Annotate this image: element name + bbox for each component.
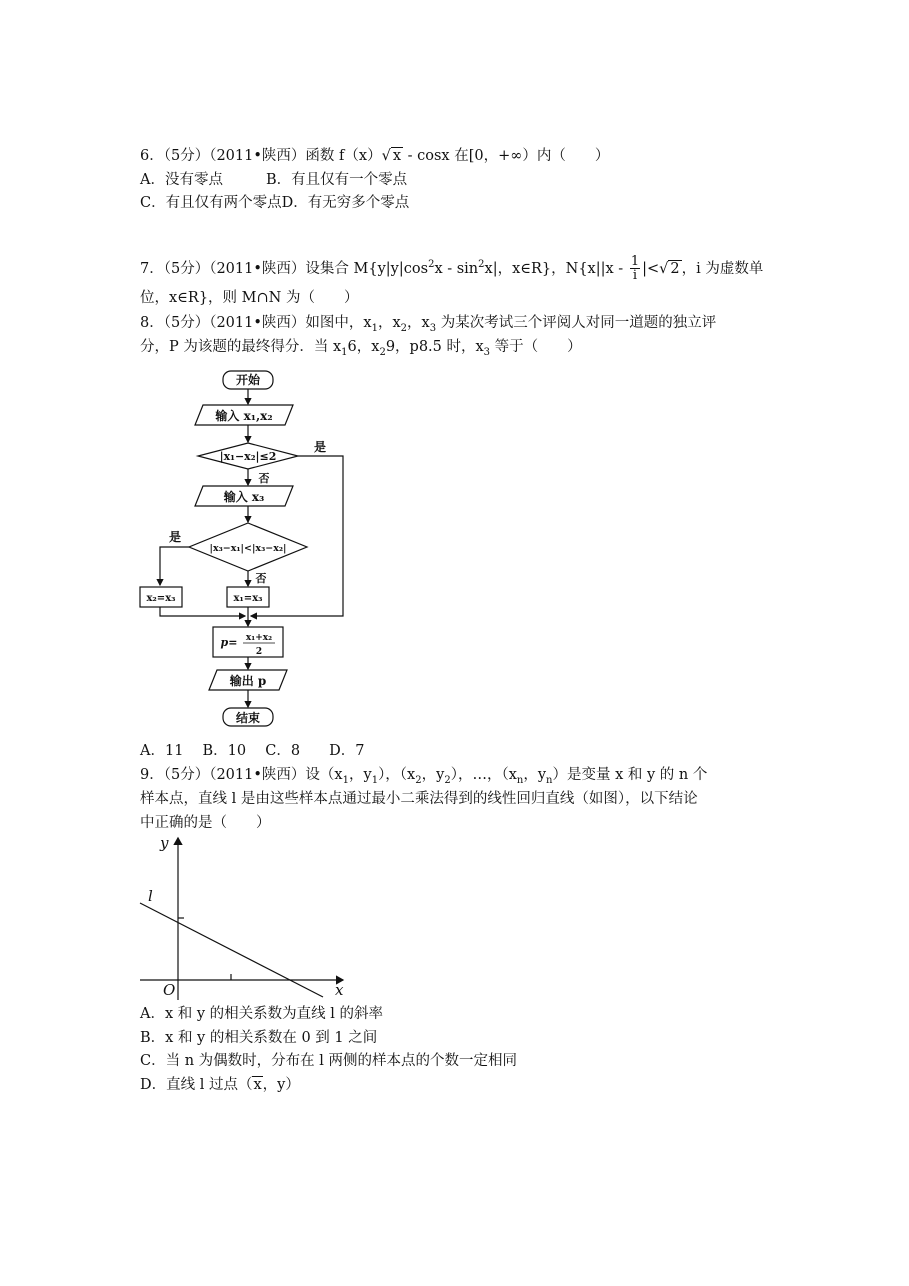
q6-stem-a: 函数 f（x） <box>305 148 382 164</box>
q7-stem-e: ，i 为虚数单 <box>681 260 764 277</box>
q9-opt-d-b: ， <box>262 1077 278 1093</box>
q8-sub1: 1 <box>371 322 378 334</box>
flow-assign-right-text: x₁=x₃ <box>233 593 263 604</box>
q9-stem-e: ），…，（x <box>450 767 517 783</box>
q9-sub6: n <box>546 774 553 786</box>
q8-line2-d: 等于（ ） <box>490 339 582 355</box>
q9-number: 9． <box>140 767 164 783</box>
q9-opt-d-a: D．直线 l 过点（ <box>140 1077 253 1093</box>
q9-source: （5分）（2011•陕西） <box>163 767 306 783</box>
q8-sub2: 2 <box>400 322 408 334</box>
q6-stem <box>140 146 609 166</box>
q9-sub2: 1 <box>371 774 379 786</box>
q8-stem-line2 <box>140 337 582 363</box>
q6-option-d[interactable]: D．有无穷多个零点 <box>281 195 410 211</box>
q8-stem-b: ，x <box>377 315 401 331</box>
q8-stem-c: ，x <box>407 315 430 331</box>
flow-cond2-text: |x₃−x₁|<|x₃−x₂| <box>209 543 287 554</box>
q9-stem-d: ，y <box>421 767 445 783</box>
q7-fraction <box>630 255 640 282</box>
q7-stem-c: x|，x∈R}，N{x||x - <box>484 260 628 277</box>
flow-formula-p: p= <box>220 636 238 649</box>
flow-start-text: 开始 <box>235 373 261 387</box>
q9-stem-g: ）是变量 x 和 y 的 n 个 <box>552 767 708 783</box>
q6-options-row1 <box>140 170 407 190</box>
q7-stem-d: |< <box>642 260 660 277</box>
q9-sub1: 1 <box>342 774 349 786</box>
q7-sup2: 2 <box>478 259 485 270</box>
q9-opt-d-xbar: x <box>253 1077 262 1093</box>
q9-sub5: n <box>516 774 524 786</box>
q7-source: （5分）（2011•陕西） <box>163 260 306 277</box>
q8-line2-b: 6，x <box>347 339 380 355</box>
q6-number: 6． <box>140 148 164 164</box>
q9-opt-d-c: ） <box>285 1077 300 1093</box>
q6-option-c[interactable]: C．有且仅有两个零点 <box>140 195 282 211</box>
q7-number: 7． <box>140 260 164 277</box>
q8-stem-d: 为某次考试三个评阅人对同一道题的独立评 <box>436 315 717 331</box>
q7-stem <box>140 252 763 282</box>
q6-radicand: x <box>392 148 402 164</box>
q8-line2-c: 9，p8.5 时，x <box>385 339 484 355</box>
flow-formula-num: x₁+x₂ <box>245 633 273 643</box>
q8-line2-sub2: 2 <box>379 346 386 358</box>
q6-sqrt: √ x <box>381 148 402 164</box>
q9-sub4: 2 <box>444 774 451 786</box>
q8-stem <box>140 313 716 339</box>
flow-no2-text: 否 <box>255 572 267 585</box>
flow-formula-den: 2 <box>255 647 263 657</box>
q6-option-b[interactable]: B．有且仅有一个零点 <box>266 172 408 188</box>
flow-yes2-text: 是 <box>168 530 182 544</box>
q8-flowchart <box>135 365 355 735</box>
q8-line2-sub1: 1 <box>341 346 348 358</box>
q9-graph <box>135 832 350 1002</box>
q7-sqrt: √ 2 <box>659 260 680 277</box>
q6-stem-b: - cosx 在[0，+∞）内（ ） <box>403 148 610 164</box>
flow-yes1-text: 是 <box>313 440 327 454</box>
q9-opt-d-y: y <box>277 1077 286 1093</box>
q6-option-a[interactable]: A．没有零点 <box>140 172 223 188</box>
q9-stem-line2: 样本点，直线 l 是由这些样本点通过最小二乘法得到的线性回归直线（如图），以下结论 <box>140 791 698 807</box>
q9-option-c[interactable]: C．当 n 为偶数时，分布在 l 两侧的样本点的个数一定相同 <box>140 1053 518 1069</box>
flow-input3-text: 输入 x₃ <box>223 490 265 504</box>
q8-line2-a: 分，P 为该题的最终得分．当 x <box>140 339 342 355</box>
flow-no1-text: 否 <box>258 472 270 485</box>
q8-number: 8． <box>140 315 164 331</box>
q9-sub3: 2 <box>415 774 422 786</box>
q7-sup1: 2 <box>428 259 435 270</box>
q9-option-d[interactable] <box>140 1075 300 1095</box>
graph-x-label: x <box>335 981 344 999</box>
q8-sub3: 3 <box>429 322 437 334</box>
flow-output-text: 输出 p <box>229 674 267 688</box>
graph-origin-label: O <box>163 981 176 999</box>
q9-stem <box>140 765 707 791</box>
q7-radicand: 2 <box>670 260 680 277</box>
q6-options-row2 <box>140 193 409 213</box>
q8-options[interactable]: A．11 B．10 C．8 D．7 <box>140 743 365 759</box>
q9-stem-b: ，y <box>348 767 372 783</box>
flow-input12-text: 输入 x₁,x₂ <box>215 409 273 423</box>
q6-source: （5分）（2011•陕西） <box>163 148 306 164</box>
q9-stem-line3: 中正确的是（ ） <box>140 815 271 831</box>
q9-stem-a: 设（x <box>305 767 343 783</box>
q9-stem-c: ），（x <box>378 767 416 783</box>
q8-source: （5分）（2011•陕西） <box>163 315 306 331</box>
q7-stem-line2: 位，x∈R}，则 M∩N 为（ ） <box>140 290 359 306</box>
flow-assign-left-text: x₂=x₃ <box>146 593 176 604</box>
graph-line-label: l <box>148 887 153 905</box>
q7-stem-b: x - sin <box>434 260 479 277</box>
q9-stem-f: ，y <box>523 767 547 783</box>
q7-frac-num: 1 <box>630 254 640 270</box>
q7-frac-den: i <box>632 268 638 284</box>
graph-y-label: y <box>160 834 169 852</box>
flow-cond1-text: |x₁−x₂|≤2 <box>219 450 277 463</box>
q8-stem-a: 如图中，x <box>305 315 372 331</box>
q7-stem-a: 设集合 M{y|y|cos <box>305 260 429 277</box>
q9-option-b[interactable]: B．x 和 y 的相关系数在 0 到 1 之间 <box>140 1030 378 1046</box>
q8-line2-sub3: 3 <box>483 346 491 358</box>
q9-option-a[interactable]: A．x 和 y 的相关系数为直线 l 的斜率 <box>140 1006 384 1022</box>
flow-end-text: 结束 <box>235 711 261 725</box>
